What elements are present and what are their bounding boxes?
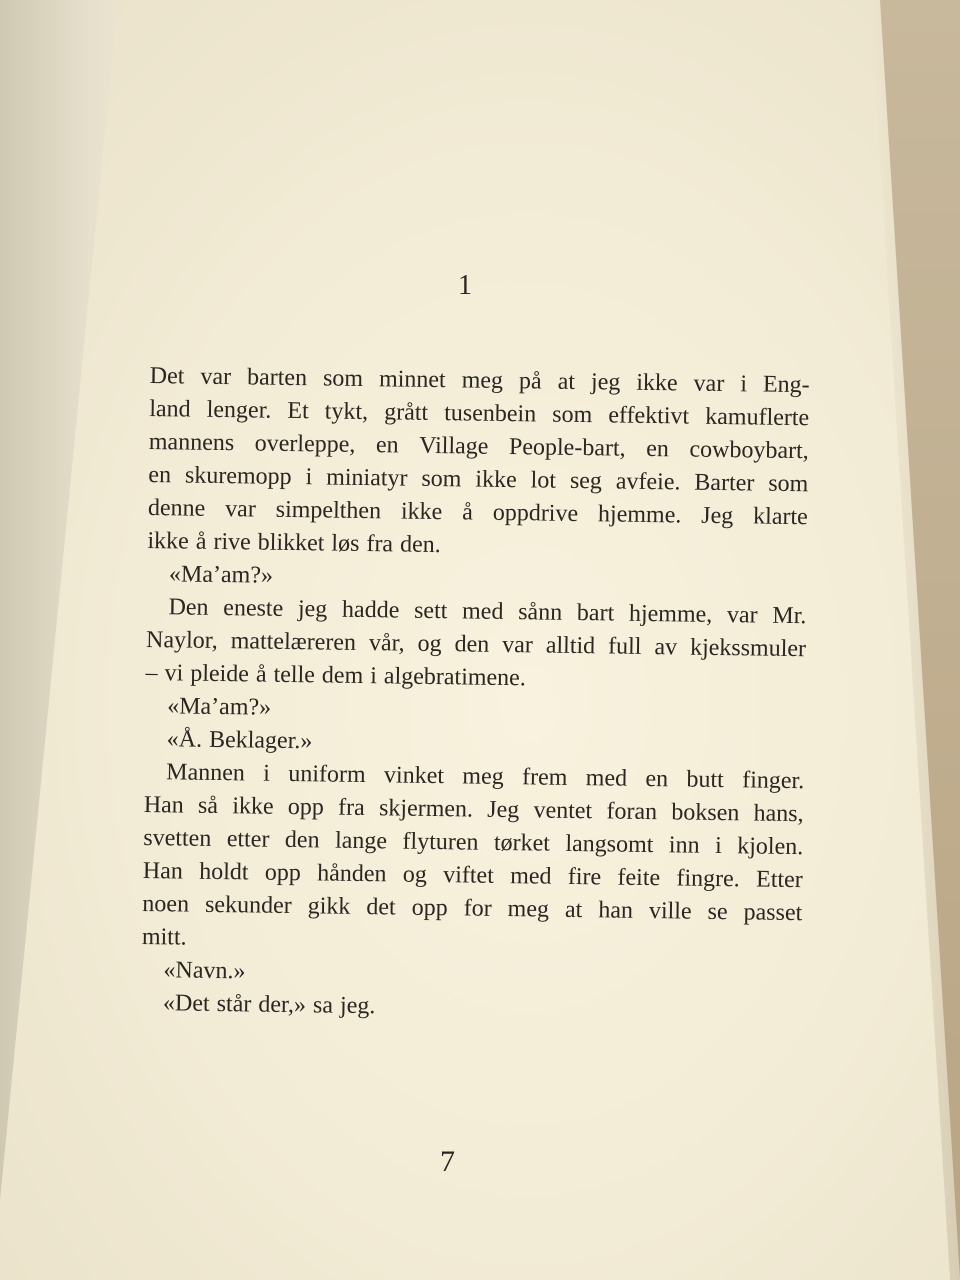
text-line: Det var barten som minnet meg på at jeg ikke var i Eng- — [149, 362, 810, 399]
text-line: «Ma’am?» — [166, 693, 272, 721]
text-line: – vi pleide å telle dem i algebratimene. — [145, 659, 526, 692]
text-line: denne var simpelthen ikke å oppdrive hjemme. Jeg klarte — [147, 494, 808, 531]
text-line: Den eneste jeg hadde sett med sånn bart hjemme, var Mr. — [168, 594, 807, 630]
text-line: ikke å rive blikket løs fra den. — [147, 527, 441, 559]
body-text — [141, 360, 810, 1029]
text-line: «Å. Beklager.» — [166, 726, 313, 755]
text-line: Han så ikke opp fra skjermen. Jeg ventet foran boksen hans, — [143, 791, 804, 828]
chapter-number: 1 — [458, 270, 472, 301]
text-line: en skuremopp i miniatyr som ikke lot seg avfeie. Barter som — [148, 461, 809, 498]
text-line: noen sekunder gikk det opp for meg at han ville se passet — [142, 890, 803, 927]
page-number: 7 — [440, 1145, 455, 1178]
text-line: Mannen i uniform vinket meg frem med en butt finger. — [166, 759, 805, 795]
text-line: Naylor, mattelæreren vår, og den var alltid full av kjekssmuler — [145, 626, 807, 663]
text-line: mitt. — [141, 923, 187, 951]
text-line: svetten etter den lange flyturen tørket langsomt inn i kjolen. — [143, 824, 804, 861]
text-line: land lenger. Et tykt, grått tusenbein som effektivt kamuflerte — [149, 395, 810, 432]
text-line: «Det står der,» sa jeg. — [162, 990, 376, 1020]
text-line: «Navn.» — [163, 957, 246, 985]
text-line: Han holdt opp hånden og viftet med fire feite fingre. Etter — [142, 857, 803, 894]
text-line: «Ma’am?» — [168, 561, 274, 589]
text-line: mannens overleppe, en Village People-bart, en cowboybart, — [148, 428, 809, 465]
